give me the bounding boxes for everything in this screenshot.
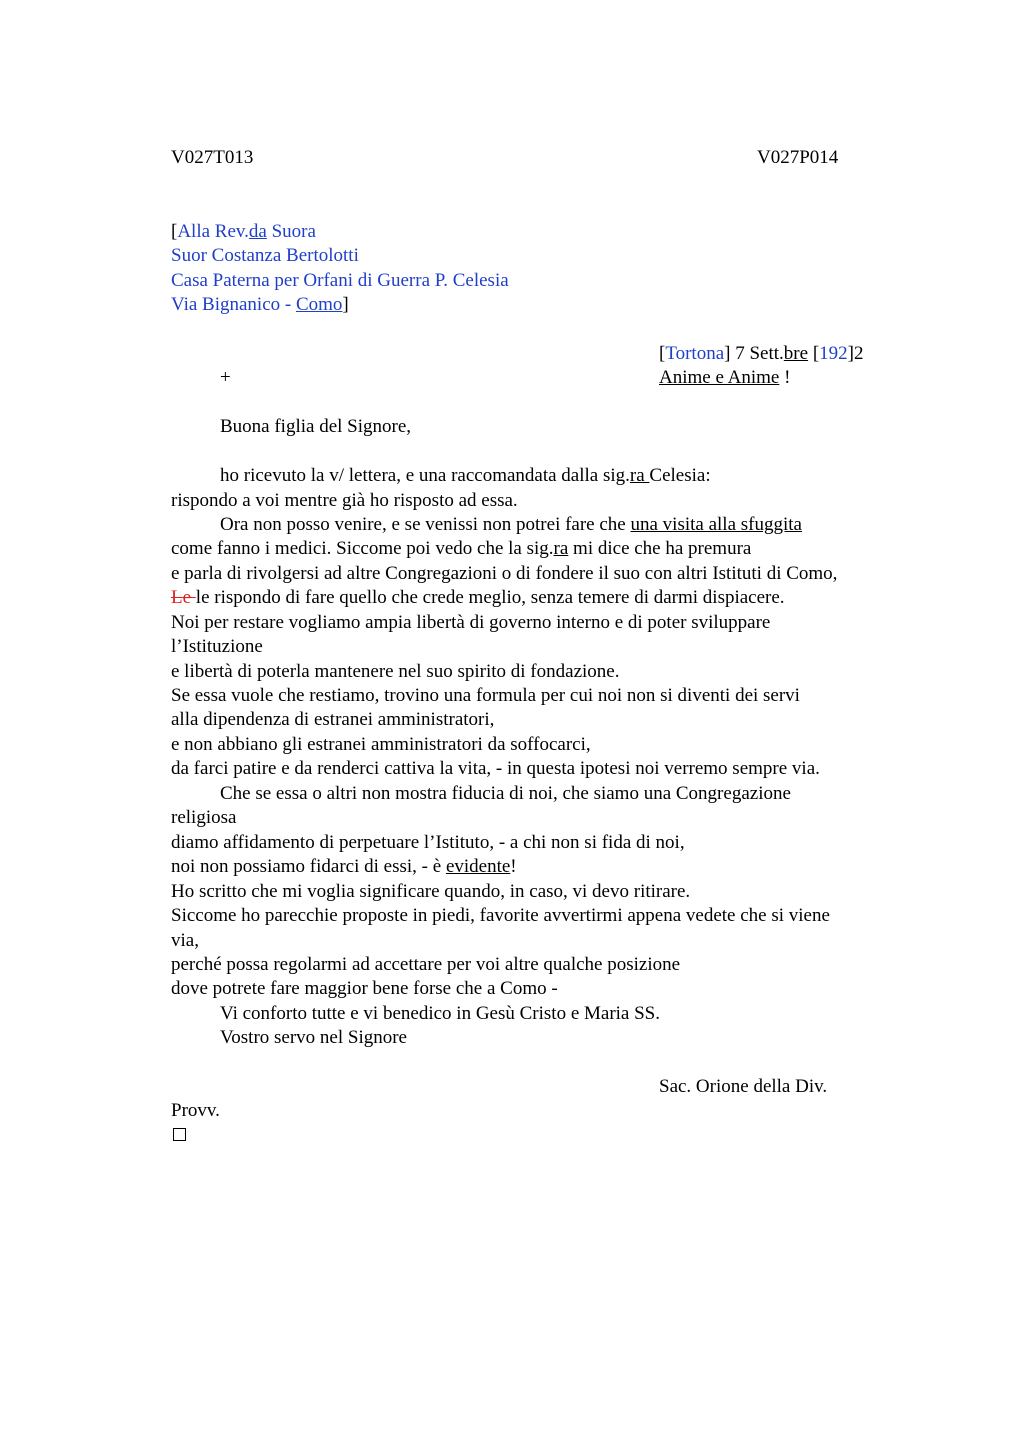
- underlined-word: evidente: [445, 856, 511, 877]
- motto-text: Anime e Anime: [659, 367, 780, 388]
- body-line-20: via,: [171, 930, 199, 951]
- address-line-1: [171, 220, 316, 244]
- body-line-23: Vi conforto tutte e vi benedico in Gesù Cristo e Maria SS.: [220, 1003, 660, 1024]
- address-title: Alla Rev.: [177, 221, 249, 242]
- signature-line-1: Sac. Orione della Div.: [659, 1076, 828, 1097]
- address-street: Via Bignanico -: [171, 294, 296, 315]
- square-symbol: [173, 1128, 186, 1141]
- date-year-last: 2: [853, 343, 864, 364]
- body-line-5: e parla di rivolgersi ad altre Congregazioni o di fondere il suo con altri Istituti di Como,: [171, 563, 838, 584]
- address-title-abbr: da: [248, 221, 267, 242]
- signature-line-2: Provv.: [171, 1100, 220, 1121]
- address-line-4: [171, 293, 349, 317]
- abbr-ra: ra: [629, 465, 650, 486]
- salutation: Buona figlia del Signore,: [220, 416, 412, 437]
- body-line-18: Ho scritto che mi voglia significare quando, in caso, vi devo ritirare.: [171, 881, 691, 902]
- dateline: [Tortona] 7 Sett.bre [192]2: [659, 343, 864, 364]
- body-line-19: Siccome ho parecchie proposte in piedi, favorite avvertirmi appena vedete che si viene: [171, 905, 830, 926]
- body-line-4: come fanno i medici. Siccome poi vedo che la sig.ra mi dice che ha premura: [171, 538, 752, 559]
- deleted-word: Le: [171, 587, 196, 608]
- cross-symbol: +: [220, 367, 231, 388]
- body-line-8: l’Istituzione: [171, 636, 263, 657]
- bracket-close: ]: [342, 294, 349, 315]
- body-line-17: noi non possiamo fidarci di essi, - è evidente!: [171, 856, 517, 877]
- body-line-13: da farci patire e da renderci cattiva la vita, - in questa ipotesi noi verremo sempre via.: [171, 758, 820, 779]
- address-title-suffix: Suora: [266, 221, 316, 242]
- date-year-part: 192: [819, 343, 848, 364]
- bracket-open: [: [171, 221, 178, 242]
- motto: Anime e Anime !: [659, 367, 791, 388]
- body-line-11: alla dipendenza di estranei amministratori,: [171, 709, 495, 730]
- date-month-abbr: bre: [783, 343, 809, 364]
- body-line-22: dove potrete fare maggior bene forse che a Como -: [171, 978, 558, 999]
- address-line-2: Suor Costanza Bertolotti: [171, 245, 359, 266]
- body-line-3: Ora non posso venire, e se venissi non potrei fare che una visita alla sfuggita: [220, 514, 802, 535]
- address-line-3: Casa Paterna per Orfani di Guerra P. Celesia: [171, 270, 509, 291]
- address-city: Como: [295, 294, 343, 315]
- document-code-right: V027P014: [757, 147, 839, 168]
- body-line-15: religiosa: [171, 807, 237, 828]
- body-line-2: rispondo a voi mentre già ho risposto ad essa.: [171, 490, 518, 511]
- body-line-12: e non abbiano gli estranei amministratori da soffocarci,: [171, 734, 591, 755]
- body-line-10: Se essa vuole che restiamo, trovino una formula per cui noi non si diventi dei servi: [171, 685, 800, 706]
- body-line-16: diamo affidamento di perpetuare l’Istituto, - a chi non si fida di noi,: [171, 832, 685, 853]
- body-line-6: Le le rispondo di fare quello che crede meglio, senza temere di darmi dispiacere.: [171, 587, 785, 608]
- underlined-phrase: una visita alla sfuggita: [630, 514, 802, 535]
- body-line-14: Che se essa o altri non mostra fiducia di noi, che siamo una Congregazione: [220, 783, 791, 804]
- body-line-7: Noi per restare vogliamo ampia libertà di governo interno e di poter sviluppare: [171, 612, 771, 633]
- date-place: Tortona: [665, 343, 725, 364]
- body-line-9: e libertà di poterla mantenere nel suo spirito di fondazione.: [171, 661, 620, 682]
- body-line-1: ho ricevuto la v/ lettera, e una raccomandata dalla sig.ra Celesia:: [220, 465, 711, 486]
- body-line-21: perché possa regolarmi ad accettare per voi altre qualche posizione: [171, 954, 681, 975]
- closing: Vostro servo nel Signore: [220, 1027, 407, 1048]
- abbr-ra: ra: [553, 538, 569, 559]
- date-day: 7 Sett.: [730, 343, 784, 364]
- document-code-left: V027T013: [171, 147, 254, 168]
